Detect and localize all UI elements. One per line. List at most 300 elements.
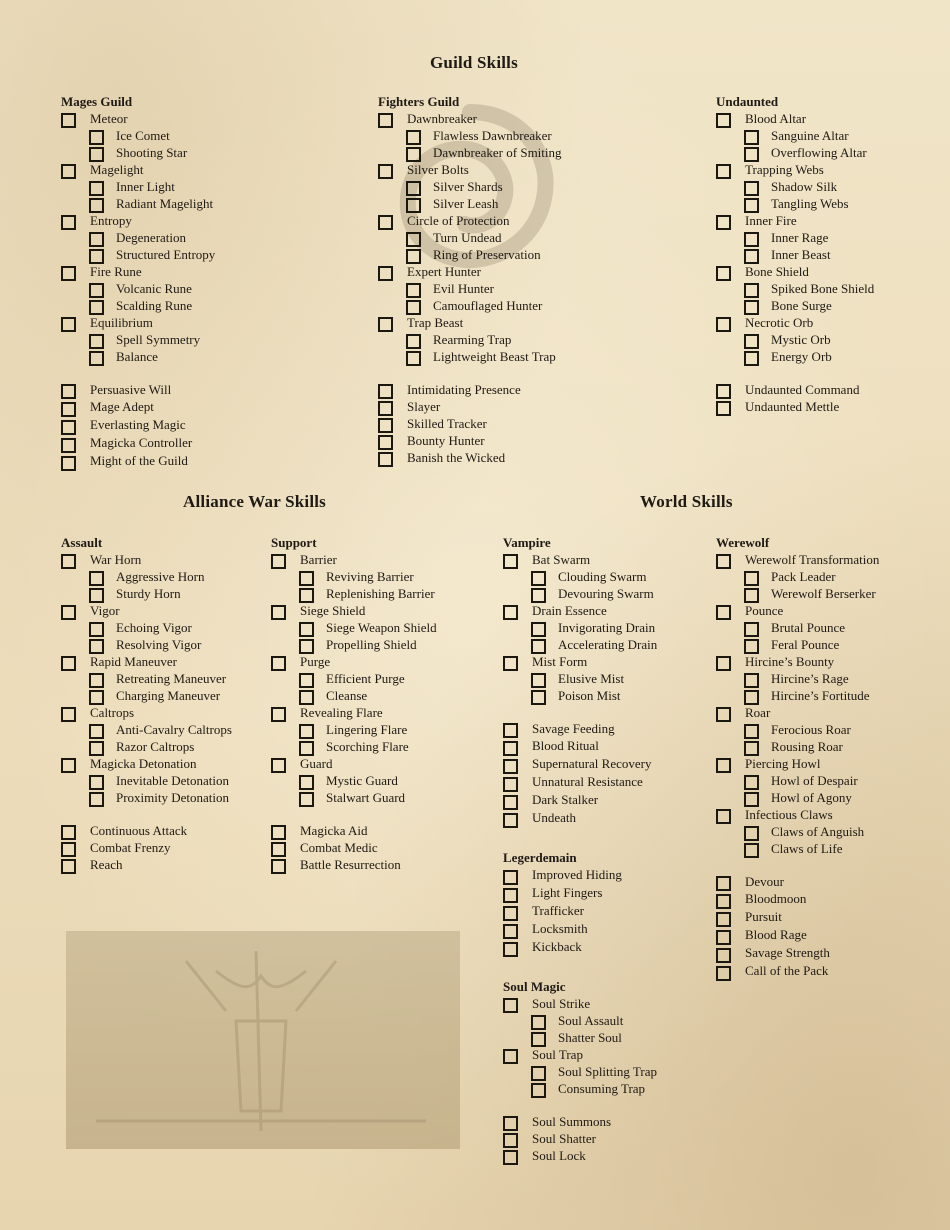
morph-line[interactable]: Shadow Silk — [716, 178, 874, 195]
skill-line[interactable]: Circle of Protection — [378, 212, 562, 229]
morph-line[interactable]: Flawless Dawnbreaker — [378, 127, 562, 144]
morph-line[interactable]: Retreating Maneuver — [61, 670, 232, 687]
morph-line[interactable]: Poison Mist — [503, 687, 657, 704]
checkbox[interactable] — [378, 384, 393, 399]
morph-line[interactable]: Echoing Vigor — [61, 619, 232, 636]
checkbox[interactable] — [716, 384, 731, 399]
morph-line[interactable]: Inner Beast — [716, 246, 874, 263]
checkbox[interactable] — [744, 181, 759, 196]
passive-line[interactable]: Improved Hiding — [503, 866, 622, 884]
checkbox[interactable] — [61, 656, 76, 671]
checkbox[interactable] — [271, 842, 286, 857]
morph-line[interactable]: Proximity Detonation — [61, 789, 232, 806]
morph-line[interactable]: Razor Caltrops — [61, 738, 232, 755]
checkbox[interactable] — [744, 826, 759, 841]
morph-line[interactable]: Scorching Flare — [271, 738, 437, 755]
checkbox[interactable] — [271, 859, 286, 874]
checkbox[interactable] — [716, 164, 731, 179]
morph-line[interactable]: Scalding Rune — [61, 297, 215, 314]
checkbox[interactable] — [503, 888, 518, 903]
checkbox[interactable] — [744, 249, 759, 264]
checkbox[interactable] — [744, 775, 759, 790]
checkbox[interactable] — [531, 639, 546, 654]
skill-line[interactable]: Inner Fire — [716, 212, 874, 229]
checkbox[interactable] — [89, 792, 104, 807]
checkbox[interactable] — [716, 605, 731, 620]
checkbox[interactable] — [531, 588, 546, 603]
skill-line[interactable]: Piercing Howl — [716, 755, 879, 772]
morph-line[interactable]: Rousing Roar — [716, 738, 879, 755]
skill-line[interactable]: Mist Form — [503, 653, 657, 670]
checkbox[interactable] — [503, 906, 518, 921]
checkbox[interactable] — [299, 588, 314, 603]
morph-line[interactable]: Degeneration — [61, 229, 215, 246]
checkbox[interactable] — [716, 707, 731, 722]
skill-line[interactable]: Soul Strike — [503, 995, 657, 1012]
passive-line[interactable]: Everlasting Magic — [61, 416, 215, 434]
checkbox[interactable] — [716, 215, 731, 230]
skill-line[interactable]: Silver Bolts — [378, 161, 562, 178]
checkbox[interactable] — [271, 605, 286, 620]
passive-line[interactable]: Savage Strength — [716, 944, 879, 962]
passive-line[interactable]: Reach — [61, 856, 232, 873]
checkbox[interactable] — [378, 452, 393, 467]
morph-line[interactable]: Dawnbreaker of Smiting — [378, 144, 562, 161]
checkbox[interactable] — [61, 842, 76, 857]
morph-line[interactable]: Camouflaged Hunter — [378, 297, 562, 314]
morph-line[interactable]: Anti-Cavalry Caltrops — [61, 721, 232, 738]
checkbox[interactable] — [744, 690, 759, 705]
checkbox[interactable] — [61, 317, 76, 332]
checkbox[interactable] — [299, 741, 314, 756]
checkbox[interactable] — [271, 656, 286, 671]
checkbox[interactable] — [299, 673, 314, 688]
checkbox[interactable] — [61, 758, 76, 773]
passive-line[interactable]: Locksmith — [503, 920, 622, 938]
morph-line[interactable]: Invigorating Drain — [503, 619, 657, 636]
checkbox[interactable] — [406, 198, 421, 213]
passive-line[interactable]: Pursuit — [716, 908, 879, 926]
skill-line[interactable]: Hircine’s Bounty — [716, 653, 879, 670]
passive-line[interactable]: Light Fingers — [503, 884, 622, 902]
checkbox[interactable] — [716, 809, 731, 824]
checkbox[interactable] — [378, 164, 393, 179]
passive-line[interactable]: Bloodmoon — [716, 890, 879, 908]
checkbox[interactable] — [61, 402, 76, 417]
morph-line[interactable]: Accelerating Drain — [503, 636, 657, 653]
checkbox[interactable] — [716, 876, 731, 891]
morph-line[interactable]: Resolving Vigor — [61, 636, 232, 653]
morph-line[interactable]: Shatter Soul — [503, 1029, 657, 1046]
checkbox[interactable] — [503, 656, 518, 671]
morph-line[interactable]: Reviving Barrier — [271, 568, 437, 585]
passive-line[interactable]: Skilled Tracker — [378, 415, 562, 432]
skill-line[interactable]: Meteor — [61, 110, 215, 127]
morph-line[interactable]: Howl of Agony — [716, 789, 879, 806]
checkbox[interactable] — [503, 924, 518, 939]
vampire-column — [503, 534, 657, 827]
passive-line[interactable]: Supernatural Recovery — [503, 755, 657, 773]
morph-line[interactable]: Aggressive Horn — [61, 568, 232, 585]
passive-line[interactable]: Devour — [716, 873, 879, 890]
checkbox[interactable] — [716, 758, 731, 773]
checkbox[interactable] — [744, 283, 759, 298]
checkbox[interactable] — [503, 554, 518, 569]
morph-line[interactable]: Turn Undead — [378, 229, 562, 246]
werewolf-heading: Werewolf — [716, 535, 770, 550]
checkbox[interactable] — [89, 334, 104, 349]
passive-line[interactable]: Unnatural Resistance — [503, 773, 657, 791]
checkbox[interactable] — [89, 198, 104, 213]
morph-line[interactable]: Spell Symmetry — [61, 331, 215, 348]
morph-line[interactable]: Mystic Guard — [271, 772, 437, 789]
passive-line[interactable]: Undaunted Command — [716, 381, 874, 398]
checkbox[interactable] — [716, 266, 731, 281]
skill-line[interactable]: Trapping Webs — [716, 161, 874, 178]
checkbox[interactable] — [503, 1133, 518, 1148]
checkbox[interactable] — [406, 300, 421, 315]
checkbox[interactable] — [744, 622, 759, 637]
checkbox[interactable] — [61, 554, 76, 569]
checkbox[interactable] — [89, 690, 104, 705]
checkbox[interactable] — [531, 690, 546, 705]
morph-line[interactable]: Clouding Swarm — [503, 568, 657, 585]
morph-line[interactable]: Silver Leash — [378, 195, 562, 212]
checkbox[interactable] — [61, 438, 76, 453]
checkbox[interactable] — [89, 622, 104, 637]
checkbox[interactable] — [744, 300, 759, 315]
checkbox[interactable] — [406, 147, 421, 162]
checkbox[interactable] — [531, 673, 546, 688]
morph-line[interactable]: Energy Orb — [716, 348, 874, 365]
skill-line[interactable]: Trap Beast — [378, 314, 562, 331]
checkbox[interactable] — [503, 998, 518, 1013]
skill-line[interactable]: Purge — [271, 653, 437, 670]
checkbox[interactable] — [406, 181, 421, 196]
soul-magic-heading: Soul Magic — [503, 979, 566, 994]
checkbox[interactable] — [716, 948, 731, 963]
checkbox[interactable] — [61, 113, 76, 128]
checkbox[interactable] — [716, 317, 731, 332]
checkbox[interactable] — [299, 690, 314, 705]
morph-line[interactable]: Charging Maneuver — [61, 687, 232, 704]
checkbox[interactable] — [744, 741, 759, 756]
skill-line[interactable]: Entropy — [61, 212, 215, 229]
morph-line[interactable]: Howl of Despair — [716, 772, 879, 789]
skill-line[interactable]: Soul Trap — [503, 1046, 657, 1063]
checkbox[interactable] — [89, 741, 104, 756]
checkbox[interactable] — [531, 1066, 546, 1081]
checkbox[interactable] — [716, 401, 731, 416]
checkbox[interactable] — [61, 384, 76, 399]
checkbox[interactable] — [503, 723, 518, 738]
undaunted-column — [716, 93, 874, 415]
skill-line[interactable]: Fire Rune — [61, 263, 215, 280]
skill-line[interactable]: Rapid Maneuver — [61, 653, 232, 670]
checkbox[interactable] — [271, 825, 286, 840]
checkbox[interactable] — [503, 942, 518, 957]
passive-line[interactable]: Bounty Hunter — [378, 432, 562, 449]
skill-line[interactable]: Siege Shield — [271, 602, 437, 619]
morph-line[interactable]: Consuming Trap — [503, 1080, 657, 1097]
checkbox[interactable] — [61, 825, 76, 840]
morph-line[interactable]: Spiked Bone Shield — [716, 280, 874, 297]
checkbox[interactable] — [716, 966, 731, 981]
checkbox[interactable] — [406, 232, 421, 247]
passive-line[interactable]: Persuasive Will — [61, 381, 215, 398]
skill-line[interactable]: Expert Hunter — [378, 263, 562, 280]
morph-line[interactable]: Inevitable Detonation — [61, 772, 232, 789]
checkbox[interactable] — [503, 777, 518, 792]
checkbox[interactable] — [744, 351, 759, 366]
passive-line[interactable]: Undaunted Mettle — [716, 398, 874, 415]
skill-line[interactable]: Necrotic Orb — [716, 314, 874, 331]
checkbox[interactable] — [378, 113, 393, 128]
skill-line[interactable]: Drain Essence — [503, 602, 657, 619]
skill-line[interactable]: Roar — [716, 704, 879, 721]
checkbox[interactable] — [744, 571, 759, 586]
checkbox[interactable] — [406, 334, 421, 349]
passive-line[interactable]: Soul Lock — [503, 1147, 657, 1164]
checkbox[interactable] — [531, 571, 546, 586]
morph-line[interactable]: Volcanic Rune — [61, 280, 215, 297]
morph-line[interactable]: Bone Surge — [716, 297, 874, 314]
checkbox[interactable] — [61, 420, 76, 435]
passive-line[interactable]: Savage Feeding — [503, 720, 657, 737]
checkbox[interactable] — [61, 164, 76, 179]
checkbox[interactable] — [744, 198, 759, 213]
passive-line[interactable]: Continuous Attack — [61, 822, 232, 839]
checkbox[interactable] — [503, 1116, 518, 1131]
checkbox[interactable] — [89, 775, 104, 790]
skill-line[interactable]: Werewolf Transformation — [716, 551, 879, 568]
checkbox[interactable] — [89, 639, 104, 654]
checkbox[interactable] — [503, 741, 518, 756]
skill-line[interactable]: Dawnbreaker — [378, 110, 562, 127]
morph-line[interactable]: Silver Shards — [378, 178, 562, 195]
checkbox[interactable] — [531, 1032, 546, 1047]
morph-line[interactable]: Balance — [61, 348, 215, 365]
checkbox[interactable] — [744, 792, 759, 807]
passive-line[interactable]: Blood Rage — [716, 926, 879, 944]
morph-line[interactable]: Pack Leader — [716, 568, 879, 585]
morph-line[interactable]: Rearming Trap — [378, 331, 562, 348]
checkbox[interactable] — [299, 792, 314, 807]
checkbox[interactable] — [716, 894, 731, 909]
passive-line[interactable]: Mage Adept — [61, 398, 215, 416]
skill-line[interactable]: Magicka Detonation — [61, 755, 232, 772]
morph-line[interactable]: Lingering Flare — [271, 721, 437, 738]
passive-line[interactable]: Combat Frenzy — [61, 839, 232, 856]
checkbox[interactable] — [61, 215, 76, 230]
checkbox[interactable] — [89, 724, 104, 739]
morph-line[interactable]: Siege Weapon Shield — [271, 619, 437, 636]
passive-line[interactable]: Dark Stalker — [503, 791, 657, 809]
checkbox[interactable] — [744, 588, 759, 603]
checkbox[interactable] — [503, 1049, 518, 1064]
morph-line[interactable]: Elusive Mist — [503, 670, 657, 687]
morph-line[interactable]: Radiant Magelight — [61, 195, 215, 212]
checkbox[interactable] — [89, 283, 104, 298]
checkbox[interactable] — [503, 759, 518, 774]
morph-line[interactable]: Hircine’s Fortitude — [716, 687, 879, 704]
checkbox[interactable] — [531, 1015, 546, 1030]
morph-line[interactable]: Efficient Purge — [271, 670, 437, 687]
morph-line[interactable]: Structured Entropy — [61, 246, 215, 263]
checkbox[interactable] — [716, 113, 731, 128]
undaunted-heading: Undaunted — [716, 94, 779, 109]
morph-line[interactable]: Hircine’s Rage — [716, 670, 879, 687]
morph-line[interactable]: Ring of Preservation — [378, 246, 562, 263]
morph-line[interactable]: Inner Rage — [716, 229, 874, 246]
passive-line[interactable]: Magicka Aid — [271, 822, 437, 839]
morph-line[interactable]: Soul Splitting Trap — [503, 1063, 657, 1080]
skill-line[interactable]: Blood Altar — [716, 110, 874, 127]
skill-line[interactable]: Revealing Flare — [271, 704, 437, 721]
checkbox[interactable] — [406, 249, 421, 264]
morph-line[interactable]: Replenishing Barrier — [271, 585, 437, 602]
checkbox[interactable] — [406, 351, 421, 366]
checkbox[interactable] — [378, 401, 393, 416]
skill-line[interactable]: Guard — [271, 755, 437, 772]
checkbox[interactable] — [744, 843, 759, 858]
passive-line[interactable]: Trafficker — [503, 902, 622, 920]
checkbox[interactable] — [89, 588, 104, 603]
skill-line[interactable]: War Horn — [61, 551, 232, 568]
checkbox[interactable] — [378, 317, 393, 332]
morph-line[interactable]: Lightweight Beast Trap — [378, 348, 562, 365]
checkbox[interactable] — [744, 724, 759, 739]
morph-line[interactable]: Shooting Star — [61, 144, 215, 161]
passive-line[interactable]: Might of the Guild — [61, 452, 215, 470]
passive-line[interactable]: Combat Medic — [271, 839, 437, 856]
morph-line[interactable]: Brutal Pounce — [716, 619, 879, 636]
checkbox[interactable] — [299, 775, 314, 790]
checkbox[interactable] — [61, 859, 76, 874]
morph-line[interactable]: Sanguine Altar — [716, 127, 874, 144]
checkbox[interactable] — [61, 707, 76, 722]
checkbox[interactable] — [503, 795, 518, 810]
morph-line[interactable]: Sturdy Horn — [61, 585, 232, 602]
checkbox[interactable] — [61, 266, 76, 281]
morph-line[interactable]: Claws of Anguish — [716, 823, 879, 840]
checkbox[interactable] — [503, 605, 518, 620]
mages-guild-column — [61, 93, 215, 470]
skill-line[interactable]: Bat Swarm — [503, 551, 657, 568]
checkbox[interactable] — [531, 622, 546, 637]
checkbox[interactable] — [406, 283, 421, 298]
passive-line[interactable]: Intimidating Presence — [378, 381, 562, 398]
passive-line[interactable]: Undeath — [503, 809, 657, 827]
skill-line[interactable]: Equilibrium — [61, 314, 215, 331]
morph-line[interactable]: Devouring Swarm — [503, 585, 657, 602]
checkbox[interactable] — [744, 130, 759, 145]
morph-line[interactable]: Ice Comet — [61, 127, 215, 144]
checkbox[interactable] — [89, 130, 104, 145]
skill-line[interactable]: Pounce — [716, 602, 879, 619]
checkbox[interactable] — [61, 456, 76, 471]
checkbox[interactable] — [378, 266, 393, 281]
passive-line[interactable]: Slayer — [378, 398, 562, 415]
checkbox[interactable] — [744, 232, 759, 247]
checkbox[interactable] — [299, 724, 314, 739]
morph-line[interactable]: Feral Pounce — [716, 636, 879, 653]
checkbox[interactable] — [378, 418, 393, 433]
passive-line[interactable]: Call of the Pack — [716, 962, 879, 980]
checkbox[interactable] — [503, 1150, 518, 1165]
morph-line[interactable]: Stalwart Guard — [271, 789, 437, 806]
passive-line[interactable]: Banish the Wicked — [378, 449, 562, 466]
checkbox[interactable] — [716, 554, 731, 569]
checkbox[interactable] — [378, 215, 393, 230]
passive-line[interactable]: Soul Summons — [503, 1113, 657, 1130]
checkbox[interactable] — [89, 147, 104, 162]
morph-line[interactable]: Tangling Webs — [716, 195, 874, 212]
morph-line[interactable]: Mystic Orb — [716, 331, 874, 348]
skill-line[interactable]: Barrier — [271, 551, 437, 568]
checkbox[interactable] — [89, 232, 104, 247]
skill-line[interactable]: Caltrops — [61, 704, 232, 721]
faded-statue-image — [66, 931, 460, 1149]
checkbox[interactable] — [89, 300, 104, 315]
passive-line[interactable]: Soul Shatter — [503, 1130, 657, 1147]
checkbox[interactable] — [89, 249, 104, 264]
skill-line[interactable]: Magelight — [61, 161, 215, 178]
checkbox[interactable] — [271, 707, 286, 722]
checkbox[interactable] — [744, 639, 759, 654]
checkbox[interactable] — [299, 571, 314, 586]
morph-line[interactable]: Inner Light — [61, 178, 215, 195]
morph-line[interactable]: Werewolf Berserker — [716, 585, 879, 602]
checkbox[interactable] — [406, 130, 421, 145]
morph-line[interactable]: Overflowing Altar — [716, 144, 874, 161]
checkbox[interactable] — [503, 813, 518, 828]
checkbox[interactable] — [271, 758, 286, 773]
passive-line[interactable]: Blood Ritual — [503, 737, 657, 755]
checkbox[interactable] — [716, 912, 731, 927]
passive-line[interactable]: Magicka Controller — [61, 434, 215, 452]
morph-line[interactable]: Ferocious Roar — [716, 721, 879, 738]
checkbox[interactable] — [531, 1083, 546, 1098]
checkbox[interactable] — [89, 351, 104, 366]
checkbox[interactable] — [89, 673, 104, 688]
passive-line[interactable]: Battle Resurrection — [271, 856, 437, 873]
checkbox[interactable] — [378, 435, 393, 450]
checkbox[interactable] — [744, 334, 759, 349]
skill-line[interactable]: Infectious Claws — [716, 806, 879, 823]
checkbox[interactable] — [89, 571, 104, 586]
morph-line[interactable]: Soul Assault — [503, 1012, 657, 1029]
passive-line[interactable]: Kickback — [503, 938, 622, 956]
checkbox[interactable] — [716, 656, 731, 671]
checkbox[interactable] — [89, 181, 104, 196]
morph-line[interactable]: Cleanse — [271, 687, 437, 704]
checkbox[interactable] — [503, 870, 518, 885]
skill-line[interactable]: Bone Shield — [716, 263, 874, 280]
world-skills-title: World Skills — [640, 492, 733, 511]
morph-line[interactable]: Evil Hunter — [378, 280, 562, 297]
checkbox[interactable] — [271, 554, 286, 569]
checkbox[interactable] — [61, 605, 76, 620]
morph-line[interactable]: Propelling Shield — [271, 636, 437, 653]
checkbox[interactable] — [716, 930, 731, 945]
skill-line[interactable]: Vigor — [61, 602, 232, 619]
checkbox[interactable] — [299, 639, 314, 654]
checkbox[interactable] — [299, 622, 314, 637]
checkbox[interactable] — [744, 673, 759, 688]
checkbox[interactable] — [744, 147, 759, 162]
morph-line[interactable]: Claws of Life — [716, 840, 879, 857]
